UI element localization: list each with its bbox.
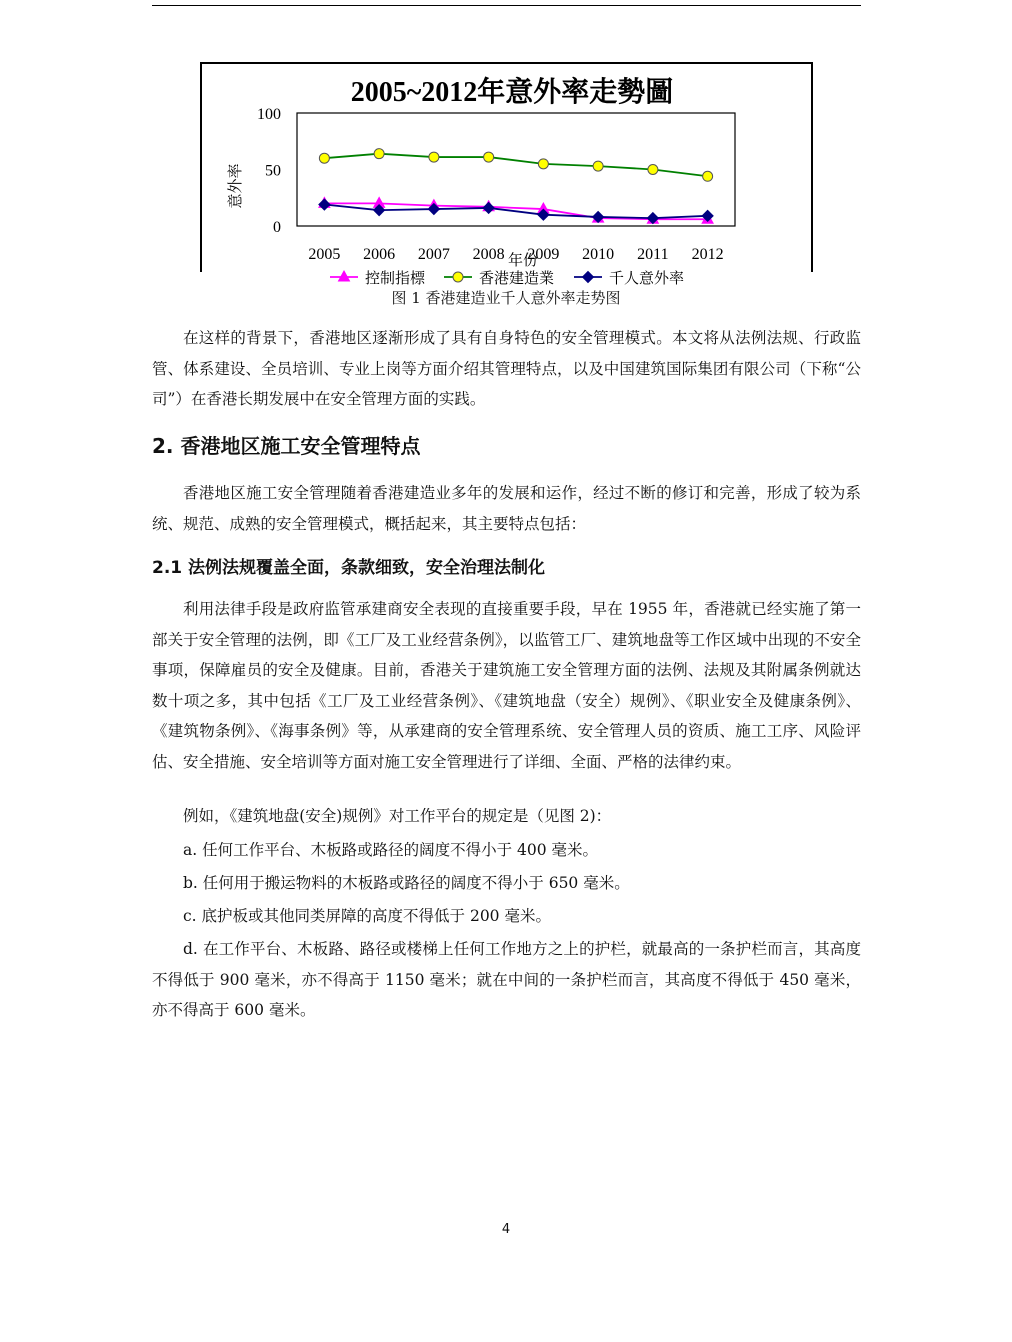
legend-label: 千人意外率 xyxy=(609,269,685,287)
data-point xyxy=(374,149,384,159)
list-item-d: d. 在工作平台、木板路、路径或楼梯上任何工作地方之上的护栏，就最高的一条护栏而言，其高度不得低于 900 毫米，亦不得高于 1150 毫米；就在中间的一条护栏而言，其高度不得低于 450 毫米，亦不得高于 600 毫米。 xyxy=(152,940,861,1019)
x-tick-label: 2008 xyxy=(472,246,505,263)
page-number: 4 xyxy=(501,1222,511,1237)
data-point xyxy=(319,153,329,163)
y-tick-label: 0 xyxy=(273,219,281,236)
data-point xyxy=(484,152,494,162)
paragraph-intro: 在这样的背景下，香港地区逐渐形成了具有自身特色的安全管理模式。本文将从法例法规、行政监管、体系建设、全员培训、专业上岗等方面介绍其管理特点，以及中国建筑国际集团有限公司（下称“公司”）在香港长期发展中在安全管理方面的实践。 xyxy=(152,329,861,408)
y-axis-title: 意外率 xyxy=(226,163,244,209)
chart-svg xyxy=(202,64,811,287)
data-point xyxy=(593,161,603,171)
section-2-1-heading: 2.1 法例法规覆盖全面，条款细致，安全治理法制化 xyxy=(152,558,546,578)
x-tick-label: 2011 xyxy=(637,246,669,263)
legend-marker xyxy=(339,271,350,281)
section-2-heading: 2. 香港地区施工安全管理特点 xyxy=(152,434,421,458)
data-point xyxy=(703,171,713,181)
y-ticks xyxy=(257,106,281,236)
legend-marker xyxy=(453,272,463,282)
list-item-a: a. 任何工作平台、木板路或路径的阔度不得小于 400 毫米。 xyxy=(183,841,599,859)
legend-label: 香港建造業 xyxy=(479,269,555,287)
data-point xyxy=(648,165,658,175)
paragraph-example: 例如，《建筑地盘(安全)规例》对工作平台的规定是（见图 2)： xyxy=(183,807,612,825)
data-point xyxy=(429,152,439,162)
x-tick-label: 2012 xyxy=(691,246,724,263)
x-tick-label: 2009 xyxy=(527,246,560,263)
accident-rate-chart xyxy=(200,62,813,287)
header-rule xyxy=(152,5,861,6)
legend-marker xyxy=(583,272,594,283)
legend xyxy=(330,269,684,287)
data-point xyxy=(538,159,548,169)
x-tick-label: 2010 xyxy=(582,246,615,263)
x-tick-label: 2005 xyxy=(308,246,341,263)
y-tick-label: 50 xyxy=(265,162,281,180)
list-item-c: c. 底护板或其他同类屏障的高度不得低于 200 毫米。 xyxy=(183,907,551,925)
legend-label: 控制指標 xyxy=(365,269,426,287)
chart-title: 2005~2012年意外率走勢圖 xyxy=(350,77,674,108)
x-tick-label: 2007 xyxy=(417,246,450,263)
paragraph-legislation: 利用法律手段是政府监管承建商安全表现的直接重要手段，早在 1955 年，香港就已经实施了第一部关于安全管理的法例，即《工厂及工业经营条例》，以监管工厂、建筑地盘等工作区域中出现的不安全事项，保障雇员的安全及健康。目前，香港关于建筑施工安全管理方面的法例、法规及其附属条例就达数十项之多，其中包括《工厂及工业经营条例》、《建筑地盘（安全）规例》、《职业安全及健康条例》、《建筑物条例》、《海事条例》等，从承建商的安全管理系统、安全管理人员的资质、施工工序、风险评估、安全措施、安全培训等方面对施工安全管理进行了详细、全面、严格的法律约束。 xyxy=(152,600,861,771)
x-tick-label: 2006 xyxy=(363,246,396,263)
list-item-b: b. 任何用于搬运物料的木板路或路径的阔度不得小于 650 毫米。 xyxy=(183,874,630,892)
y-tick-label: 100 xyxy=(257,106,281,123)
x-axis-title: 年份 xyxy=(507,251,539,269)
figure-caption: 图 1 香港建造业千人意外率走势图 xyxy=(391,289,621,307)
paragraph-section-2: 香港地区施工安全管理随着香港建造业多年的发展和运作，经过不断的修订和完善，形成了较为系统、规范、成熟的安全管理模式，概括起来，其主要特点包括： xyxy=(152,484,861,533)
